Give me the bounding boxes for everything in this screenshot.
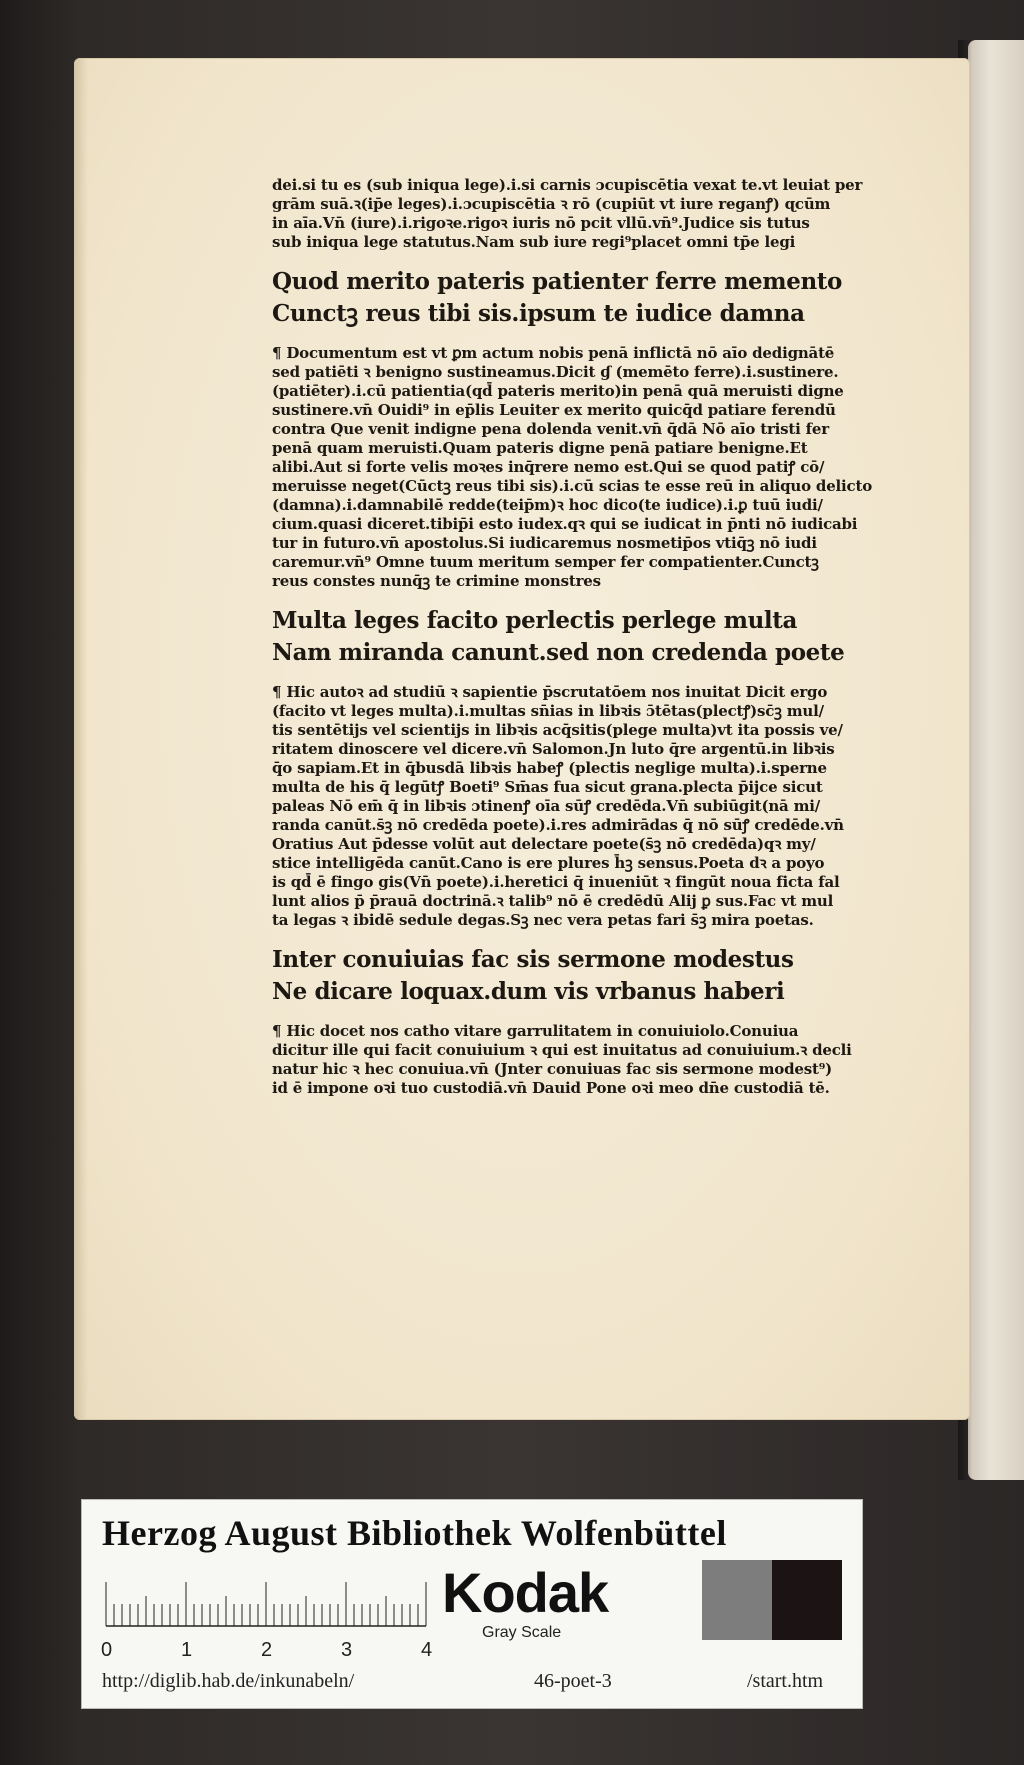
gloss-line: sed patiēti ꝛ benigno sustineamus.Dicit ɠ (memēto ferre).i.sustinere.: [272, 363, 839, 381]
kodak-logo: Kodak: [442, 1561, 609, 1624]
line-gap: [272, 669, 892, 683]
gloss-line: caremur.vn̄⁹ Omne tuum meritum semper fer compatienter.Cunctꝫ: [272, 553, 819, 571]
gloss-line: paleas Nō em̄ q̄ in libꝛis ɔtinenꝭ oīa sūꝭ credēda.Vn̄ subiūgit(nā mi/: [272, 797, 821, 815]
gloss-line: ¶ Documentum est vt ꝑm actum nobis penā inflictā nō aīo dedignātē: [272, 344, 835, 362]
page-fold-shading: [74, 58, 88, 1420]
gloss-line: tur in futuro.vn̄ apostolus.Si iudicaremus nosmetip̄os vtiq̄ꝫ nō iudi: [272, 534, 817, 552]
url-suffix: /start.htm: [747, 1670, 824, 1692]
ruler-numbers: [101, 1639, 432, 1661]
gloss-line: ritatem dinoscere vel dicere.vn̄ Salomon.Jn luto q̄re argentū.in libꝛis: [272, 740, 835, 758]
gloss-line: dicitur ille qui facit conuiuium ꝛ qui est inuitatus ad conuiuium.ꝛ decli: [272, 1041, 852, 1059]
ruler-ticks: [106, 1582, 426, 1626]
ruler-number: 0: [101, 1639, 113, 1661]
reference-card: [82, 1500, 862, 1708]
gloss-line: natur hic ꝛ hec conuiua.vn̄ (Jnter conuiuas fac sis sermone modest⁹): [272, 1060, 832, 1078]
verse-line: Nam miranda canunt.sed non credenda poete: [272, 639, 845, 666]
gloss-line: (damna).i.damnabilē redde(teip̄m)ꝛ hoc dico(te iudice).i.ꝑ tuū iudi/: [272, 496, 823, 514]
gloss-line: sustinere.vn̄ Ouidi⁹ in ep̄lis Leuiter ex merito quicq̄d patiare ferendū: [272, 401, 836, 419]
gloss-line: ta legas ꝛ ibidē sedule degas.Sꝫ nec vera petas fari s̄ꝫ mira poetas.: [272, 911, 814, 929]
scale-ruler: [101, 1572, 476, 1672]
gloss-line: id ē impone oꝛi tuo custodiā.vn̄ Dauid Pone oꝛi meo dn̄e custodiā tē.: [272, 1079, 830, 1097]
institution-title: Herzog August Bibliothek Wolfenbüttel: [102, 1513, 727, 1553]
black-swatch: [772, 1560, 842, 1640]
gloss-line: ¶ Hic docet nos catho vitare garrulitatem in conuiuiolo.Conuiua: [272, 1022, 799, 1040]
shelfmark: 46-poet-3: [534, 1670, 612, 1692]
verse-line: Cunctꝫ reus tibi sis.ipsum te iudice damna: [272, 300, 805, 327]
gloss-line: stice intelligēda canūt.Cano is ere plures h̄ꝫ sensus.Poeta dꝛ a poyo: [272, 854, 825, 872]
ruler-number: 3: [341, 1639, 353, 1661]
gloss-line: contra Que venit indigne pena dolenda venit.vn̄ q̄dā Nō aīo tristi fer: [272, 420, 829, 438]
verse-line: Multa leges facito perlectis perlege multa: [272, 607, 797, 634]
gray-scale-label: Gray Scale: [482, 1624, 562, 1641]
gloss-line: tis sentētijs vel scientijs in libꝛis acq̄sitis(plege multa)vt ita possis ve/: [272, 721, 843, 739]
line-gap: [272, 591, 892, 605]
gloss-line: sub iniqua lege statutus.Nam sub iure regi⁹placet omni tp̄e legi: [272, 233, 796, 251]
gloss-line: alibi.Aut si forte velis moꝛes inq̄rere nemo est.Qui se quod patiꝭ cō/: [272, 458, 825, 476]
verse-line: Inter conuiuias fac sis sermone modestus: [272, 946, 794, 973]
line-gap: [272, 1008, 892, 1022]
gloss-line: ¶ Hic autoꝛ ad studiū ꝛ sapientie p̄scrutatōem nos inuitat Dicit ergo: [272, 683, 828, 701]
adjacent-page-edge: [968, 40, 1024, 1480]
gloss-line: (patiēter).i.cū patientia(qd̄ pateris merito)in penā quā meruisti digne: [272, 382, 844, 400]
ruler-number: 1: [181, 1639, 193, 1661]
gloss-line: dei.si tu es (sub iniqua lege).i.si carnis ɔcupiscētia vexat te.vt leuiat per: [272, 176, 863, 194]
gloss-line: Oratius Aut p̄desse volūt aut delectare poete(s̄ꝫ nō credēda)qꝛ my/: [272, 835, 816, 853]
ruler-number: 4: [421, 1639, 433, 1661]
line-gap: [272, 330, 892, 344]
url-prefix: http://diglib.hab.de/inkunabeln/: [102, 1670, 355, 1692]
gloss-line: is qd̄ ē fingo gis(Vn̄ poete).i.heretici q̄ inueniūt ꝛ fingūt noua ficta fal: [272, 873, 840, 891]
gloss-line: meruisse neget(Cūctꝫ reus tibi sis).i.cū scias te esse reū in aliquo delicto: [272, 477, 873, 495]
gloss-line: cium.quasi diceret.tibip̄i esto iudex.qꝛ qui se iudicat in p̄nti nō iudicabi: [272, 515, 858, 533]
ruler-number: 2: [261, 1639, 273, 1661]
page-text-block: [272, 176, 892, 1098]
gray-swatch: [702, 1560, 772, 1640]
verse-line: Ne dicare loquax.dum vis vrbanus haberi: [272, 978, 785, 1005]
gloss-line: randa canūt.s̄ꝫ nō credēda poete).i.res admirādas q̄ nō sūꝭ credēde.vn̄: [272, 816, 844, 834]
line-gap: [272, 930, 892, 944]
gloss-line: multa de his q̄ legūtꝭ Boeti⁹ Sm̄as fua sicut grana.plecta p̄ijce sicut: [272, 778, 823, 796]
gloss-line: (facito vt leges multa).i.multas sn̄ias in libꝛis ɔ̄tētas(plectꝭ)sc̄ꝫ mul/: [272, 702, 824, 720]
line-gap: [272, 252, 892, 266]
gloss-line: reus constes nunq̄ꝫ te crimine monstres: [272, 572, 601, 590]
gloss-line: penā quam meruisti.Quam pateris digne penā patiare benigne.Et: [272, 439, 808, 457]
verse-line: Quod merito pateris patienter ferre memento: [272, 268, 842, 295]
gloss-line: grām suā.ꝛ(ip̄e leges).i.ɔcupiscētia ꝛ rō (cupiūt vt iure reganꝭ) ɋcūm: [272, 195, 831, 213]
gloss-line: in aīa.Vn̄ (iure).i.rigoꝛe.rigoꝛ iuris nō pcit vllū.vn̄⁹.Judice sis tutus: [272, 214, 810, 232]
gloss-line: lunt alios p̄ p̄rauā doctrinā.ꝛ talib⁹ nō ē credēdū Alij ꝑ sus.Fac vt mul: [272, 892, 834, 910]
gloss-line: q̄o sapiam.Et in q̄busdā libꝛis habeꝭ (plectis neglige multa).i.sperne: [272, 759, 827, 777]
